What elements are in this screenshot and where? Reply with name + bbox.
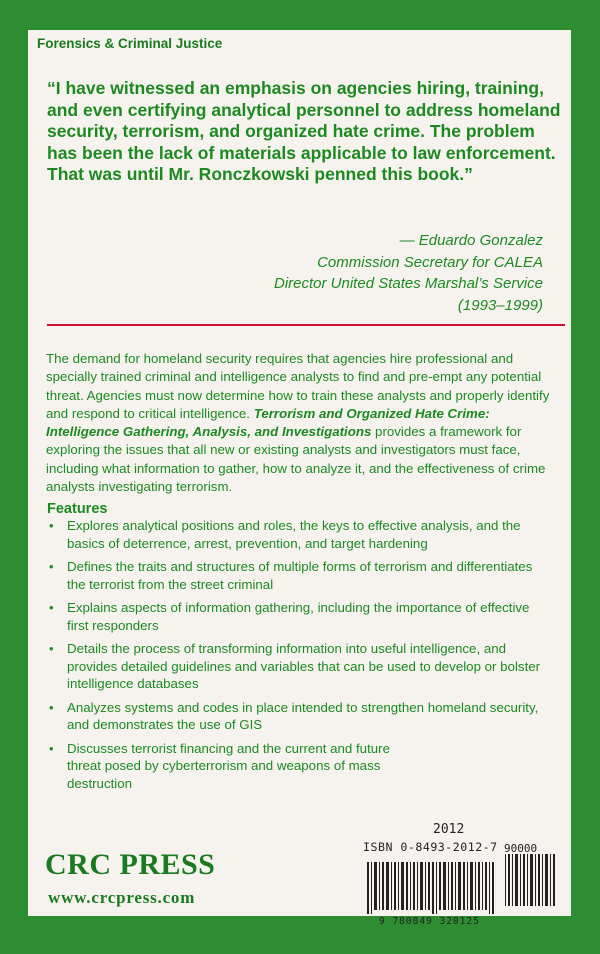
feature-item [47, 558, 547, 593]
endorsement-quote: “I have witnessed an emphasis on agencies hiring, training, and even certifying analytical personnel to address homeland security, terrorism, and organized hate crime. The problem has been the lack of materials applicable to law enforcement. That was until Mr. Ronczkowski penned this book.” [47, 78, 561, 184]
features-heading: Features [47, 501, 108, 517]
feature-text: Explains aspects of information gathering, including the importance of effective first responders [67, 600, 530, 633]
feature-text: Defines the traits and structures of multiple forms of terrorism and differentiates the terrorist from the street criminal [67, 559, 533, 592]
price-code: 90000 [504, 842, 538, 855]
bullet-icon: • [49, 518, 54, 533]
feature-item [47, 517, 547, 552]
category-label: Forensics & Criminal Justice [37, 36, 223, 51]
publisher-website: www.crcpress.com [48, 888, 196, 907]
feature-item [47, 740, 397, 793]
attribution-name: — Eduardo Gonzalez [399, 232, 543, 249]
barcode-bars [367, 854, 555, 914]
bullet-icon: • [49, 699, 54, 715]
isbn-text: ISBN 0-8493-2012-7 [363, 840, 498, 854]
attribution-line-2: Director United States Marshal’s Service [274, 275, 543, 292]
attribution-line-1: Commission Secretary for CALEA [317, 253, 543, 271]
bullet-icon: • [49, 600, 54, 615]
bullet-icon: • [49, 641, 54, 656]
features-list [47, 517, 547, 798]
book-title: Terrorism and Organized Hate Crime: Intelligence Gathering, Analysis, and Investigations [46, 405, 490, 440]
feature-text: Details the process of transforming information into useful intelligence, and provides detailed guidelines and variables that can be used to develop or bolster intelligence databases [67, 641, 541, 691]
quote-attribution [274, 230, 543, 316]
book-description [46, 350, 563, 496]
attribution-years: (1993–1999) [457, 296, 543, 314]
feature-item [47, 699, 547, 734]
bullet-icon: • [49, 740, 54, 756]
bullet-icon: • [49, 559, 54, 574]
feature-item [47, 599, 547, 634]
feature-text: Analyzes systems and codes in place intended to strengthen homeland security, and demonstrates the use of GIS [67, 699, 539, 732]
back-cover-panel [28, 30, 571, 927]
barcode-digits: 9 780849 320125 [379, 916, 480, 927]
feature-text: Explores analytical positions and roles, the keys to effective analysis, and the basics of deterrence, arrest, prevention, and target hardening [67, 518, 521, 551]
publisher-logo: CRC PRESS [45, 848, 216, 881]
feature-item [47, 640, 547, 693]
barcode [367, 854, 557, 914]
description-part-1: The demand for homeland security requires that agencies hire professional and specially trained criminal and intelligence analysts to find and pre-empt any potential threat. Agencies must now determine how to train these analysts and properly identify and respond to critical intelligence. [46, 351, 550, 421]
divider-rule [47, 324, 565, 326]
feature-text: Discusses terrorist financing and the current and future threat posed by cyberterrorism and weapons of mass destruction [67, 740, 390, 791]
description-part-2: provides a framework for exploring the issues that all new or existing analysts and investigators must face, including what information to gather, how to analyze it, and the effectiveness of crime analysts investigating terrorism. [46, 424, 546, 495]
isbn-label [363, 840, 498, 854]
catalog-number: 2012 [433, 822, 465, 837]
